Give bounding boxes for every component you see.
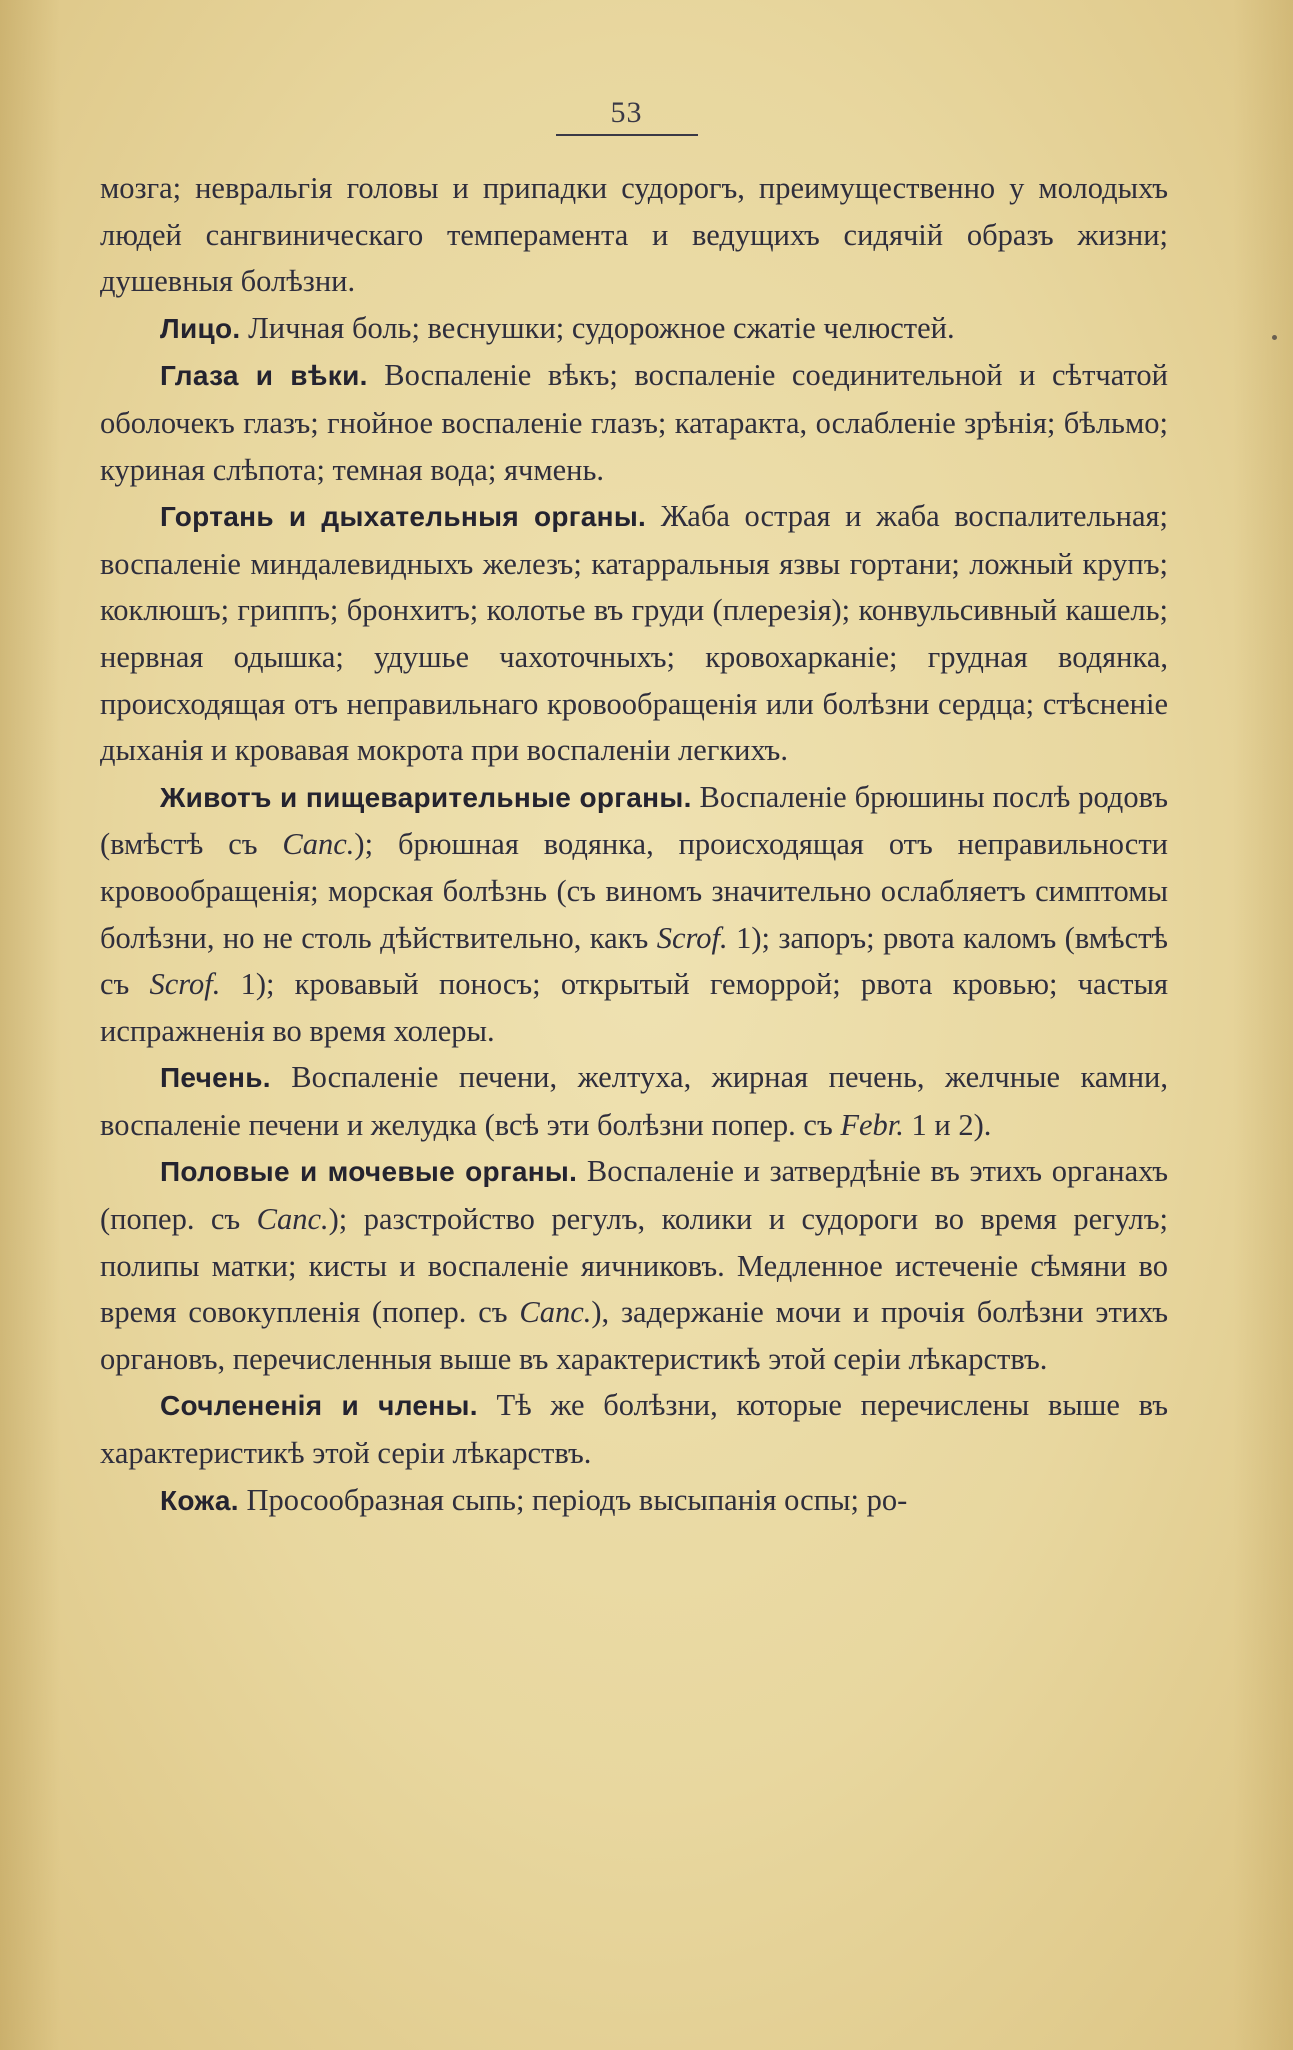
section-heading: Гортань и дыхательныя органы. <box>160 501 647 533</box>
section-heading: Животъ и пищеварительные органы. <box>160 781 692 813</box>
remedy-abbreviation: Scrof. <box>149 967 221 1002</box>
page-number <box>0 96 1293 130</box>
page-body-text <box>100 165 1168 1524</box>
paragraph-text: Личная боль; веснушки; судорожное сжатіе челюстей. <box>240 310 955 345</box>
paragraph <box>100 1054 1168 1148</box>
paragraph-text: 1); запоръ; рвота каломъ (вмѣстѣ съ <box>100 920 1168 1002</box>
paragraph-text: ); брюшная водянка, происходящая отъ неправильности кровообращенія; морская болѣзнь (съ виномъ значительно ослабляетъ симптомы болѣзни, но не столь дѣйствительно, какъ <box>100 827 1168 955</box>
paragraph-text: 1); кровавый поносъ; открытый геморрой; рвота кровью; частыя испражненія во время холеры. <box>100 967 1168 1048</box>
paragraph <box>100 1477 1168 1525</box>
paragraph <box>100 1148 1168 1382</box>
remedy-abbreviation: Febr. <box>840 1107 904 1142</box>
paragraph-text: Воспаленіе и затвердѣніе въ этихъ органахъ (попер. съ <box>100 1154 1169 1237</box>
page-left-shadow <box>0 0 60 2050</box>
paragraph <box>100 774 1168 1055</box>
section-heading: Лицо. <box>160 312 241 344</box>
remedy-abbreviation: Canc. <box>519 1295 592 1330</box>
paragraph <box>100 1382 1168 1476</box>
section-heading: Печень. <box>160 1062 271 1094</box>
section-heading: Кожа. <box>160 1484 239 1516</box>
paragraph <box>100 352 1168 493</box>
paragraph-text: мозга; невральгія головы и припадки судорогъ, преимущественно у молодыхъ людей сангвиническаго темперамента и ведущихъ сидячій образъ жизни; душевныя болѣзни. <box>100 171 1168 299</box>
remedy-abbreviation: Canc. <box>282 827 355 862</box>
paragraph <box>100 493 1168 774</box>
remedy-abbreviation: Canc. <box>256 1202 329 1237</box>
paragraph-text: Воспаленіе печени, желтуха, жирная печень, желчные камни, воспаленіе печени и желудка (всѣ эти болѣзни попер. съ <box>100 1060 1168 1142</box>
paragraph-text: ); разстройство регулъ, колики и судороги во время регулъ; полипы матки; кисты и воспаленіе яичниковъ. Медленное истеченіе сѣмяни во время совокупленія (попер. съ <box>100 1202 1168 1330</box>
paragraph-text: Просообразная сыпь; періодъ высыпанія оспы; ро- <box>238 1482 908 1517</box>
paragraph-text: Тѣ же болѣзни, которые перечислены выше въ характеристикѣ этой серіи лѣкарствъ. <box>100 1388 1168 1471</box>
page-number-text: 53 <box>610 96 643 129</box>
paragraph-text: Жаба острая и жаба воспалительная; воспаленіе миндалевидныхъ железъ; катарральныя язвы гортани; ложный крупъ; коклюшъ; гриппъ; бронхитъ; колотье въ груди (плерезія); конвульсивный кашель; нервная одышка; удушье чахоточныхъ; кровохарканіе; грудная водянка, происходящая отъ неправильнаго кровообращенія или болѣзни сердца; стѣсненіе дыханія и кровавая мокрота при воспаленіи легкихъ. <box>100 499 1168 768</box>
paragraph <box>100 305 1168 353</box>
paragraph-text: Воспаленіе вѣкъ; воспаленіе соединительной и сѣтчатой оболочекъ глазъ; гнойное воспаленіе глазъ; катаракта, ослабленіе зрѣнія; бѣльмо; куриная слѣпота; темная вода; ячмень. <box>100 358 1168 487</box>
remedy-abbreviation: Scrof. <box>656 920 728 955</box>
section-heading: Глаза и вѣки. <box>160 360 368 392</box>
section-heading: Половые и мочевые органы. <box>160 1156 578 1188</box>
paragraph-text: ), задержаніе мочи и прочія болѣзни этихъ органовъ, перечисленныя выше въ характеристикѣ этой серіи лѣкарствъ. <box>100 1295 1168 1376</box>
margin-mark <box>1272 335 1277 340</box>
page-right-shadow <box>1233 0 1293 2050</box>
paragraph <box>100 165 1168 305</box>
paragraph-text: Воспаленіе брюшины послѣ родовъ (вмѣстѣ съ <box>100 779 1168 862</box>
section-heading: Сочлененія и члены. <box>160 1390 478 1422</box>
header-rule <box>556 134 698 136</box>
paragraph-text: 1 и 2). <box>903 1107 992 1142</box>
